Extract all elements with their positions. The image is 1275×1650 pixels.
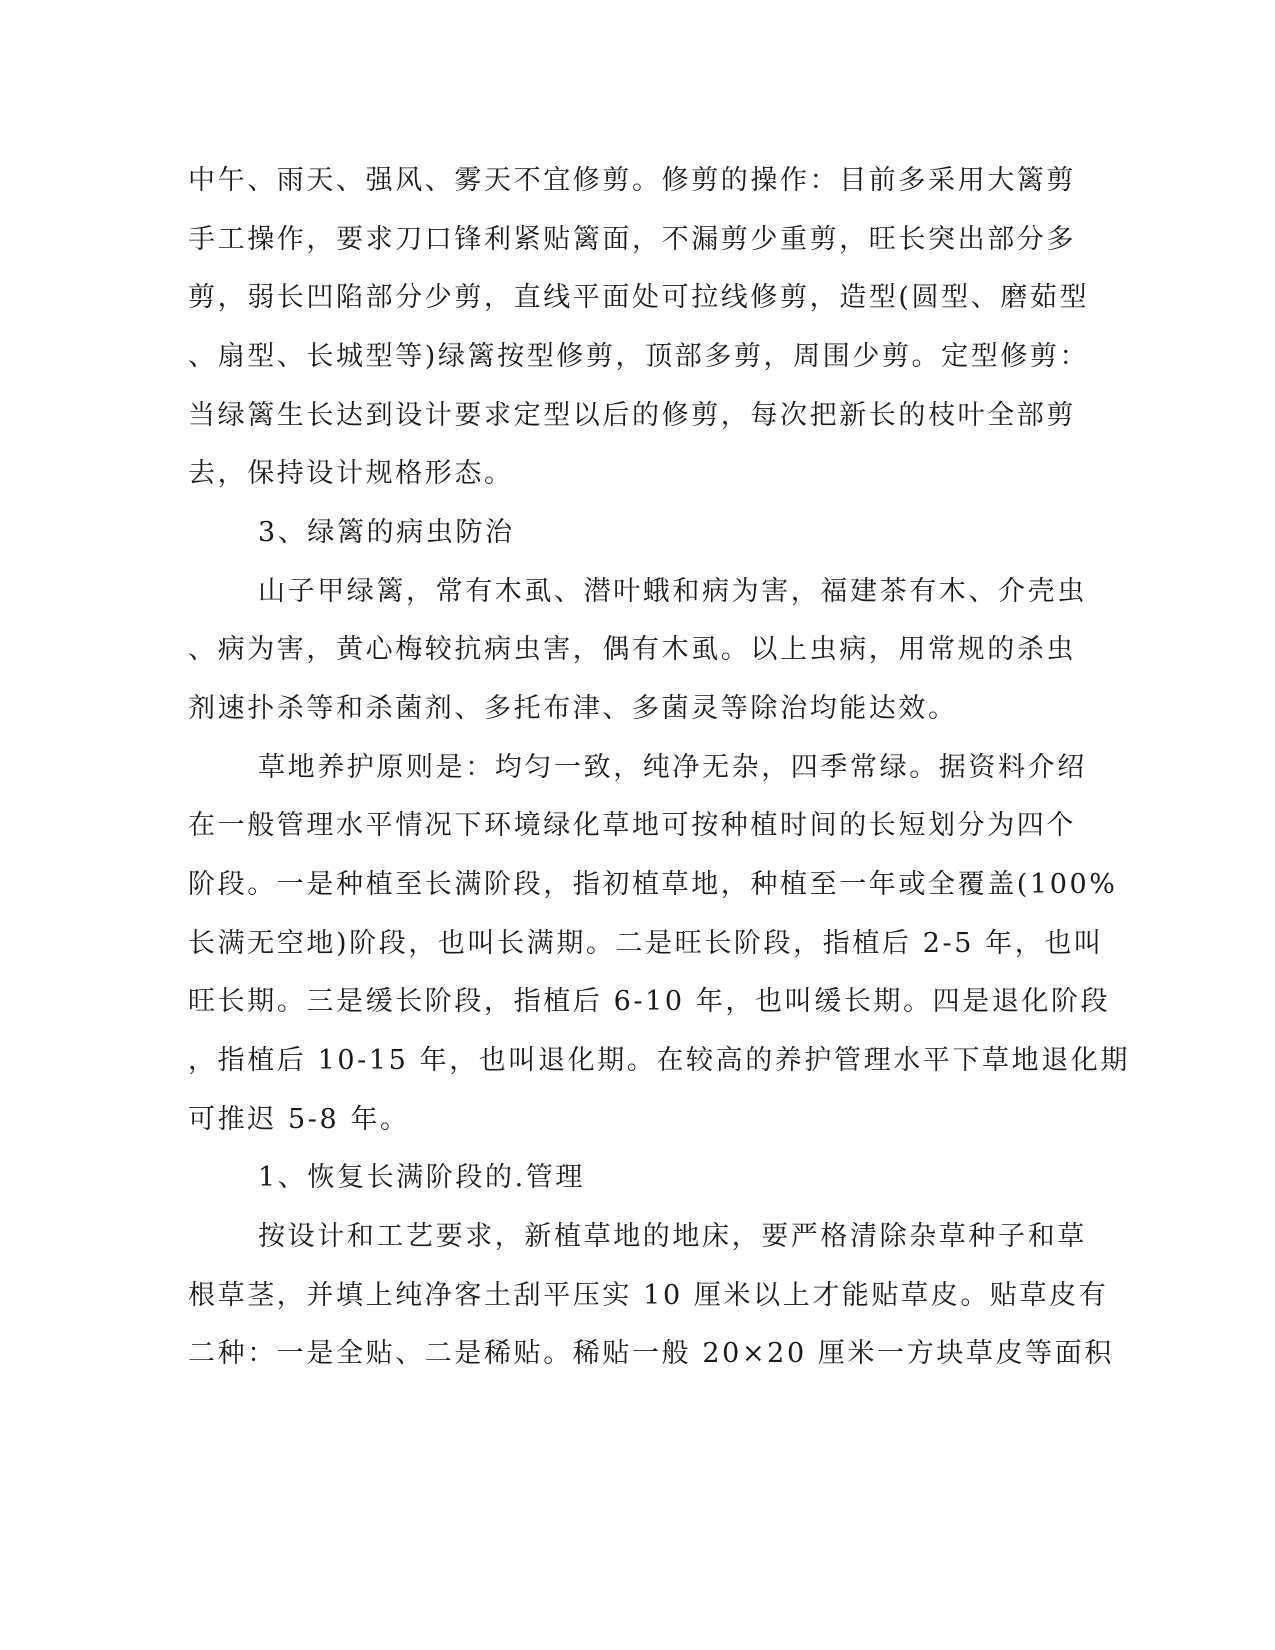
text-line: 剪，弱长凹陷部分少剪，直线平面处可拉线修剪，造型(圆型、磨茹型 <box>188 282 1090 313</box>
text-line: 中午、雨天、强风、雾天不宜修剪。修剪的操作：目前多采用大篱剪 <box>188 165 1076 196</box>
text-line: 剂速扑杀等和杀菌剂、多托布津、多菌灵等除治均能达效。 <box>188 693 958 724</box>
text-line: 阶段。一是种植至长满阶段，指初植草地，种植至一年或全覆盖(100% <box>188 869 1118 900</box>
text-line: 山子甲绿篱，常有木虱、潜叶蛾和病为害，福建茶有木、介壳虫 <box>258 576 1087 607</box>
text-line: 二种：一是全贴、二是稀贴。稀贴一般 20×20 厘米一方块草皮等面积 <box>188 1338 1114 1369</box>
text-line: 可推迟 5-8 年。 <box>188 1104 410 1135</box>
text-line: 去，保持设计规格形态。 <box>188 458 514 489</box>
text-line: 手工操作，要求刀口锋利紧贴篱面，不漏剪少重剪，旺长突出部分多 <box>188 224 1076 255</box>
section-heading: 3、绿篱的病虫防治 <box>258 517 515 548</box>
text-line: 草地养护原则是：均匀一致，纯净无杂，四季常绿。据资料介绍 <box>258 752 1087 783</box>
text-line: 在一般管理水平情况下环境绿化草地可按种植时间的长短划分为四个 <box>188 810 1076 841</box>
section-heading: 1、恢复长满阶段的.管理 <box>258 1162 585 1193</box>
text-line: 当绿篱生长达到设计要求定型以后的修剪，每次把新长的枝叶全部剪 <box>188 400 1076 431</box>
text-line: 、扇型、长城型等)绿篱按型修剪，顶部多剪，周围少剪。定型修剪： <box>188 341 1090 372</box>
text-line: 根草茎，并填上纯净客土刮平压实 10 厘米以上才能贴草皮。贴草皮有 <box>188 1280 1109 1311</box>
text-line: 旺长期。三是缓长阶段，指植后 6-10 年，也叫缓长期。四是退化阶段 <box>188 986 1111 1017</box>
text-line: 按设计和工艺要求，新植草地的地床，要严格清除杂草种子和草 <box>258 1221 1087 1252</box>
text-line: 长满无空地)阶段，也叫长满期。二是旺长阶段，指植后 2-5 年，也叫 <box>188 928 1104 959</box>
text-line: ，指植后 10-15 年，也叫退化期。在较高的养护管理水平下草地退化期 <box>188 1045 1130 1076</box>
text-line: 、病为害，黄心梅较抗病虫害，偶有木虱。以上虫病，用常规的杀虫 <box>188 634 1076 665</box>
